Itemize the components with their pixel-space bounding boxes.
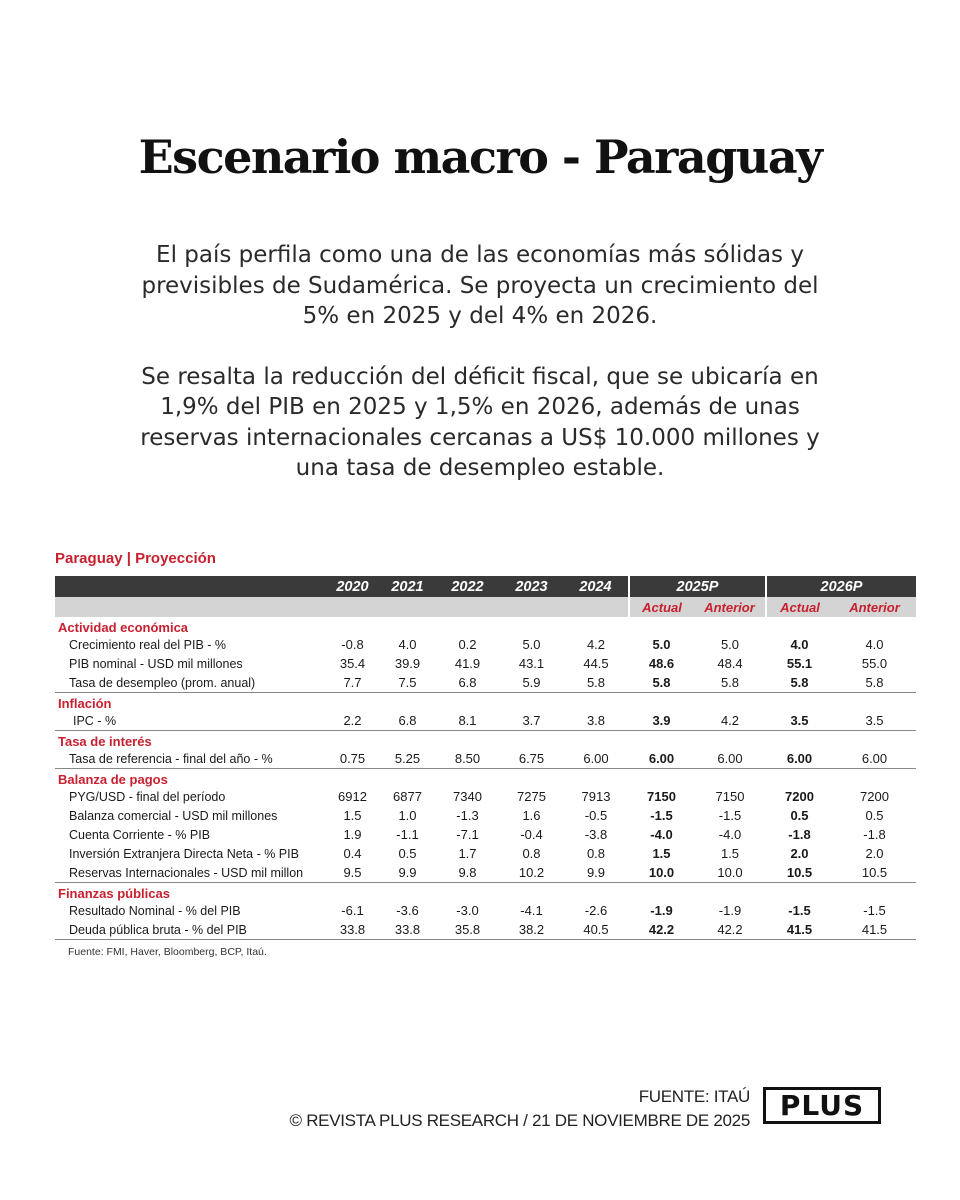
value-cell: 7275: [517, 789, 546, 804]
value-cell: 7.5: [380, 673, 435, 693]
year-header: 2023: [500, 576, 563, 597]
value-cell: -6.1: [341, 903, 364, 918]
row-label: Resultado Nominal - % del PIB: [69, 903, 241, 918]
table-row: [55, 749, 916, 769]
year-header: 2022: [435, 576, 500, 597]
row-label: Tasa de referencia - final del año - %: [55, 749, 325, 769]
value-cell: -1.1: [396, 827, 419, 842]
value-cell: -4.0: [718, 827, 742, 842]
table-row: [55, 673, 916, 693]
table-row: [55, 806, 916, 825]
subheader-blank: [55, 597, 629, 617]
value-cell: 41.5: [766, 920, 833, 940]
value-cell: 0.5: [865, 808, 884, 823]
table-row: [55, 901, 916, 920]
value-cell: 55.0: [861, 656, 888, 671]
intro-text: [130, 240, 830, 484]
value-cell: -0.4: [520, 827, 543, 842]
value-cell: 6.75: [500, 749, 563, 769]
value-cell: 38.2: [500, 920, 563, 940]
value-cell: 0.8: [586, 846, 606, 861]
page-title: Escenario macro - Paraguay: [138, 130, 822, 184]
plus-logo: PLUS: [763, 1087, 881, 1124]
value-cell: 3.8: [563, 711, 629, 731]
table-header-row: [55, 576, 916, 597]
value-cell: 8.1: [435, 711, 500, 731]
value-cell: 41.9: [454, 656, 481, 671]
intro-paragraph: El país perfila como una de las economías más sólidas y previsibles de Sudamérica. Se proyecta un crecimiento del 5% en 2025 y del 4% en 2026.: [141, 242, 819, 329]
value-cell: 1.5: [652, 846, 671, 861]
value-cell: 4.0: [790, 637, 809, 652]
value-cell: 9.8: [435, 863, 500, 883]
value-cell: 48.4: [717, 656, 743, 671]
intro-paragraph: Se resalta la reducción del déficit fiscal, que se ubicaría en 1,9% del PIB en 2025 y 1,5% en 2026, además de unas reservas internacionales cercanas a US$ 10.000 millones y una tasa de desempleo estable.: [140, 363, 820, 481]
value-cell: -1.9: [650, 903, 673, 918]
header-blank: [55, 576, 325, 597]
row-label: Cuenta Corriente - % PIB: [69, 827, 211, 842]
value-cell: 6912: [338, 789, 367, 804]
section-header-row: [55, 693, 916, 712]
value-cell: 48.6: [648, 656, 675, 671]
value-cell: -1.9: [718, 903, 742, 918]
value-cell: 0.5: [790, 808, 809, 823]
value-cell: 5.8: [629, 673, 694, 693]
proj-header-2026: 2026P: [766, 576, 916, 597]
value-cell: -2.6: [584, 903, 608, 918]
footer-credit: © REVISTA PLUS RESEARCH / 21 DE NOVIEMBRE DE 2025: [289, 1111, 750, 1130]
footer-text: [290, 1085, 750, 1133]
table-row: [55, 654, 916, 673]
value-cell: 6.00: [694, 749, 766, 769]
value-cell: -1.5: [788, 903, 811, 918]
value-cell: 9.5: [325, 863, 380, 883]
table-subheader-row: [55, 597, 916, 617]
table-row: [55, 825, 916, 844]
value-cell: 6.00: [563, 749, 629, 769]
value-cell: -1.5: [650, 808, 673, 823]
table-row: [55, 920, 916, 940]
row-label: Crecimiento real del PIB - %: [69, 637, 227, 652]
value-cell: 5.9: [500, 673, 563, 693]
value-cell: 3.9: [629, 711, 694, 731]
value-cell: 35.8: [435, 920, 500, 940]
value-cell: 1.5: [720, 846, 740, 861]
year-header: 2021: [380, 576, 435, 597]
value-cell: 33.8: [325, 920, 380, 940]
section-header-row: [55, 883, 916, 902]
value-cell: -4.0: [650, 827, 673, 842]
value-cell: 10.5: [833, 863, 916, 883]
value-cell: 3.5: [766, 711, 833, 731]
value-cell: 41.5: [833, 920, 916, 940]
row-label: PYG/USD - final del período: [69, 789, 226, 804]
value-cell: -1.5: [863, 903, 886, 918]
value-cell: 1.5: [343, 808, 362, 823]
row-label: Deuda pública bruta - % del PIB: [55, 920, 325, 940]
row-label: Inversión Extranjera Directa Neta - % PIB: [69, 846, 299, 861]
value-cell: 40.5: [563, 920, 629, 940]
value-cell: -1.8: [788, 827, 811, 842]
value-cell: 7340: [453, 789, 482, 804]
table-title: Paraguay | Proyección: [55, 550, 216, 567]
value-cell: 5.8: [766, 673, 833, 693]
value-cell: -1.5: [718, 808, 742, 823]
value-cell: 39.9: [394, 656, 421, 671]
value-cell: 43.1: [518, 656, 545, 671]
value-cell: 9.9: [563, 863, 629, 883]
value-cell: 5.0: [522, 637, 541, 652]
table-row: [55, 844, 916, 863]
year-header: 2024: [563, 576, 629, 597]
value-cell: 0.2: [458, 637, 477, 652]
value-cell: 5.0: [720, 637, 740, 652]
value-cell: 5.8: [694, 673, 766, 693]
row-label: PIB nominal - USD mil millones: [69, 656, 243, 671]
value-cell: 10.0: [694, 863, 766, 883]
value-cell: 7.7: [325, 673, 380, 693]
value-cell: 4.2: [586, 637, 606, 652]
value-cell: 8.50: [435, 749, 500, 769]
subheader-actual: Actual: [766, 597, 833, 617]
subheader-anterior: Anterior: [694, 597, 766, 617]
section-label: Inflación: [58, 696, 112, 711]
row-label: IPC - %: [55, 711, 325, 731]
value-cell: 7200: [785, 789, 814, 804]
value-cell: -3.8: [584, 827, 608, 842]
value-cell: 9.9: [380, 863, 435, 883]
row-label: Reservas Internacionales - USD mil millon: [55, 863, 325, 883]
row-label: Tasa de desempleo (prom. anual): [55, 673, 325, 693]
table-body: [55, 617, 916, 940]
value-cell: 1.7: [458, 846, 477, 861]
value-cell: 3.7: [500, 711, 563, 731]
section-label: Tasa de interés: [58, 734, 152, 749]
value-cell: 55.1: [786, 656, 813, 671]
value-cell: -3.0: [456, 903, 479, 918]
value-cell: 4.0: [865, 637, 884, 652]
value-cell: 6.00: [766, 749, 833, 769]
year-header: 2020: [325, 576, 380, 597]
value-cell: -7.1: [456, 827, 479, 842]
value-cell: 6.8: [435, 673, 500, 693]
value-cell: 44.5: [583, 656, 609, 671]
value-cell: 0.4: [343, 846, 362, 861]
section-label: Balanza de pagos: [58, 772, 168, 787]
row-label: Balanza comercial - USD mil millones: [69, 808, 278, 823]
section-header-row: [55, 769, 916, 788]
value-cell: 6877: [393, 789, 422, 804]
value-cell: 3.5: [833, 711, 916, 731]
subheader-actual: Actual: [629, 597, 694, 617]
table-row: [55, 863, 916, 883]
value-cell: 1.0: [398, 808, 417, 823]
value-cell: -1.3: [456, 808, 479, 823]
section-header-row: [55, 617, 916, 635]
value-cell: 10.0: [629, 863, 694, 883]
value-cell: 33.8: [380, 920, 435, 940]
value-cell: 42.2: [694, 920, 766, 940]
value-cell: 2.0: [790, 846, 809, 861]
value-cell: 6.00: [833, 749, 916, 769]
value-cell: 5.8: [833, 673, 916, 693]
value-cell: 10.5: [766, 863, 833, 883]
value-cell: 7150: [647, 789, 676, 804]
value-cell: 5.25: [380, 749, 435, 769]
section-header-row: [55, 731, 916, 750]
value-cell: 1.9: [343, 827, 362, 842]
value-cell: -0.8: [341, 637, 364, 652]
value-cell: 0.75: [325, 749, 380, 769]
value-cell: 42.2: [629, 920, 694, 940]
value-cell: -0.5: [584, 808, 608, 823]
footer-source: FUENTE: ITAÚ: [638, 1087, 750, 1106]
value-cell: 7150: [715, 789, 745, 804]
proj-header-2025: 2025P: [629, 576, 766, 597]
value-cell: 7913: [581, 789, 611, 804]
value-cell: -1.8: [863, 827, 886, 842]
subheader-anterior: Anterior: [833, 597, 916, 617]
value-cell: 6.00: [629, 749, 694, 769]
projection-table: [55, 576, 916, 940]
value-cell: 4.2: [694, 711, 766, 731]
value-cell: 5.0: [652, 637, 671, 652]
value-cell: 35.4: [339, 656, 366, 671]
value-cell: 0.8: [522, 846, 541, 861]
value-cell: 5.8: [563, 673, 629, 693]
value-cell: 1.6: [522, 808, 541, 823]
value-cell: 7200: [860, 789, 889, 804]
value-cell: 2.0: [865, 846, 884, 861]
table-row: [55, 711, 916, 731]
value-cell: 10.2: [500, 863, 563, 883]
table-source: Fuente: FMI, Haver, Bloomberg, BCP, Itaú.: [68, 946, 267, 958]
table-row: [55, 787, 916, 806]
value-cell: -3.6: [396, 903, 419, 918]
section-label: Actividad económica: [58, 620, 189, 635]
section-label: Finanzas públicas: [58, 886, 170, 901]
value-cell: 4.0: [398, 637, 417, 652]
table-row: [55, 635, 916, 654]
value-cell: 0.5: [398, 846, 417, 861]
value-cell: -4.1: [520, 903, 543, 918]
value-cell: 6.8: [380, 711, 435, 731]
value-cell: 2.2: [325, 711, 380, 731]
